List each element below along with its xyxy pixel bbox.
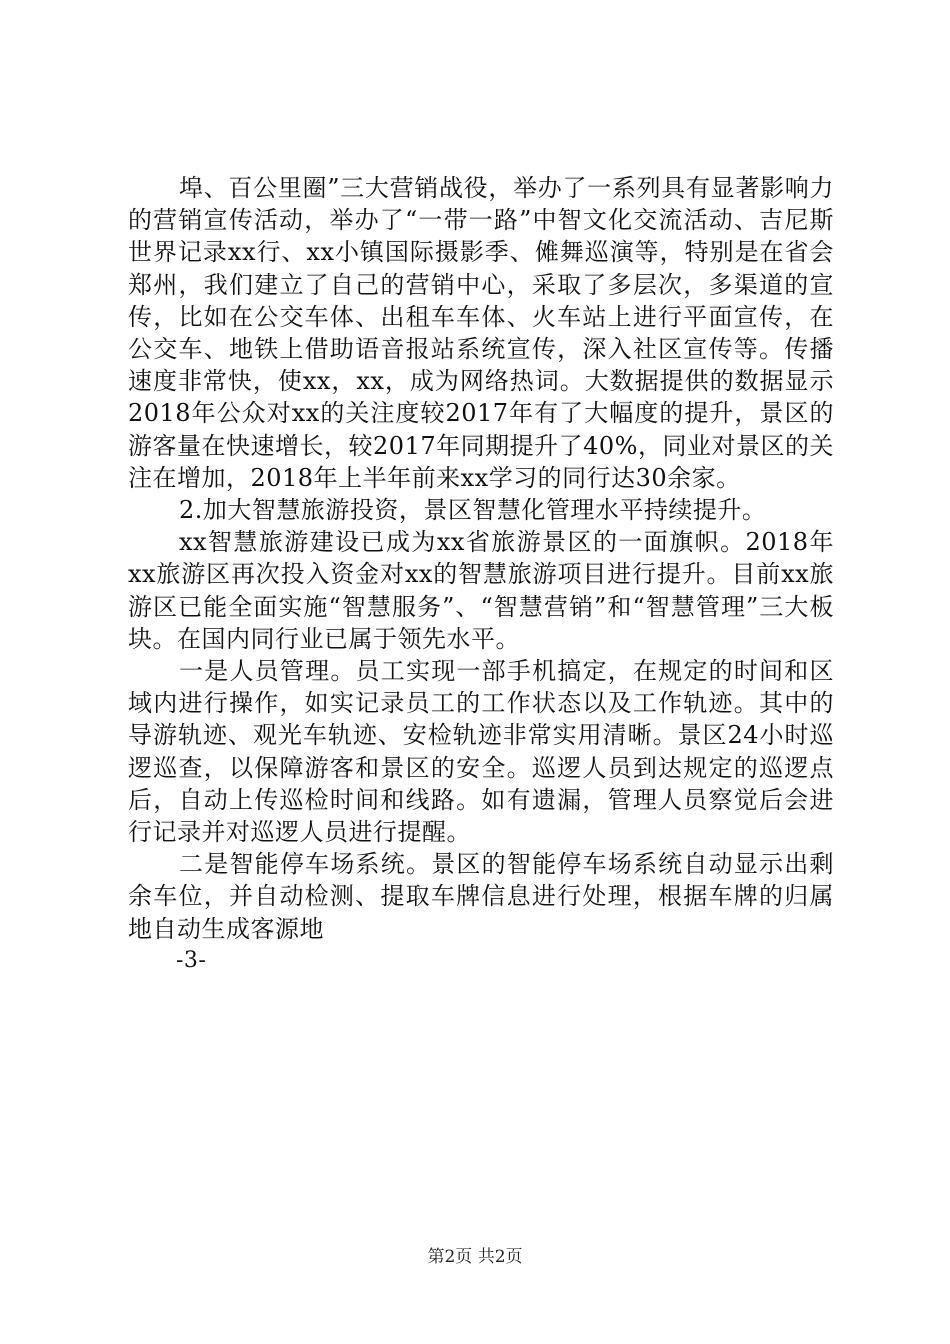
paragraph-parking-system: 二是智能停车场系统。景区的智能停车场系统自动显示出剩余车位，并自动检测、提取车牌信息进行处理，根据车牌的归属地自动生成客源地: [128, 850, 834, 943]
inline-page-number: -3-: [176, 947, 207, 973]
paragraph-smart-tourism: xx智慧旅游建设已成为xx省旅游景区的一面旗帜。2018年xx旅游区再次投入资金对xx的智慧旅游项目进行提升。目前xx旅游区已能全面实施“智慧服务”、“智慧营销”和“智慧管理”三大板块。在国内同行业已属于领先水平。: [128, 528, 834, 653]
paragraph-marketing: 埠、百公里圈”三大营销战役，举办了一系列具有显著影响力的营销宣传活动，举办了“一带一路”中智文化交流活动、吉尼斯世界记录xx行、xx小镇国际摄影季、傩舞巡演等，特别是在省会郑州，我们建立了自己的营销中心，采取了多层次，多渠道的宣传，比如在公交车体、出租车车体、火车站上进行平面宣传，在公交车、地铁上借助语音报站系统宣传，深入社区宣传等。传播速度非常快，使xx，xx，成为网络热词。大数据提供的数据显示2018年公众对xx的关注度较2017年有了大幅度的提升，景区的游客量在快速增长，较2017年同期提升了40%，同业对景区的关注在增加，2018年上半年前来xx学习的同行达30余家。: [128, 174, 834, 492]
document-body: [128, 172, 834, 977]
paragraph-heading-smart-tourism: 2.加大智慧旅游投资，景区智慧化管理水平持续提升。: [179, 496, 767, 525]
paragraph-staff-management: 一是人员管理。员工实现一部手机搞定，在规定的时间和区域内进行操作，如实记录员工的工作状态以及工作轨迹。其中的导游轨迹、观光车轨迹、安检轨迹非常实用清晰。景区24小时巡逻巡查，以保障游客和景区的安全。巡逻人员到达规定的巡逻点后，自动上传巡检时间和线路。如有遗漏，管理人员察觉后会进行记录并对巡逻人员进行提醒。: [128, 657, 834, 847]
page-footer: 第2页 共2页: [427, 1247, 523, 1267]
